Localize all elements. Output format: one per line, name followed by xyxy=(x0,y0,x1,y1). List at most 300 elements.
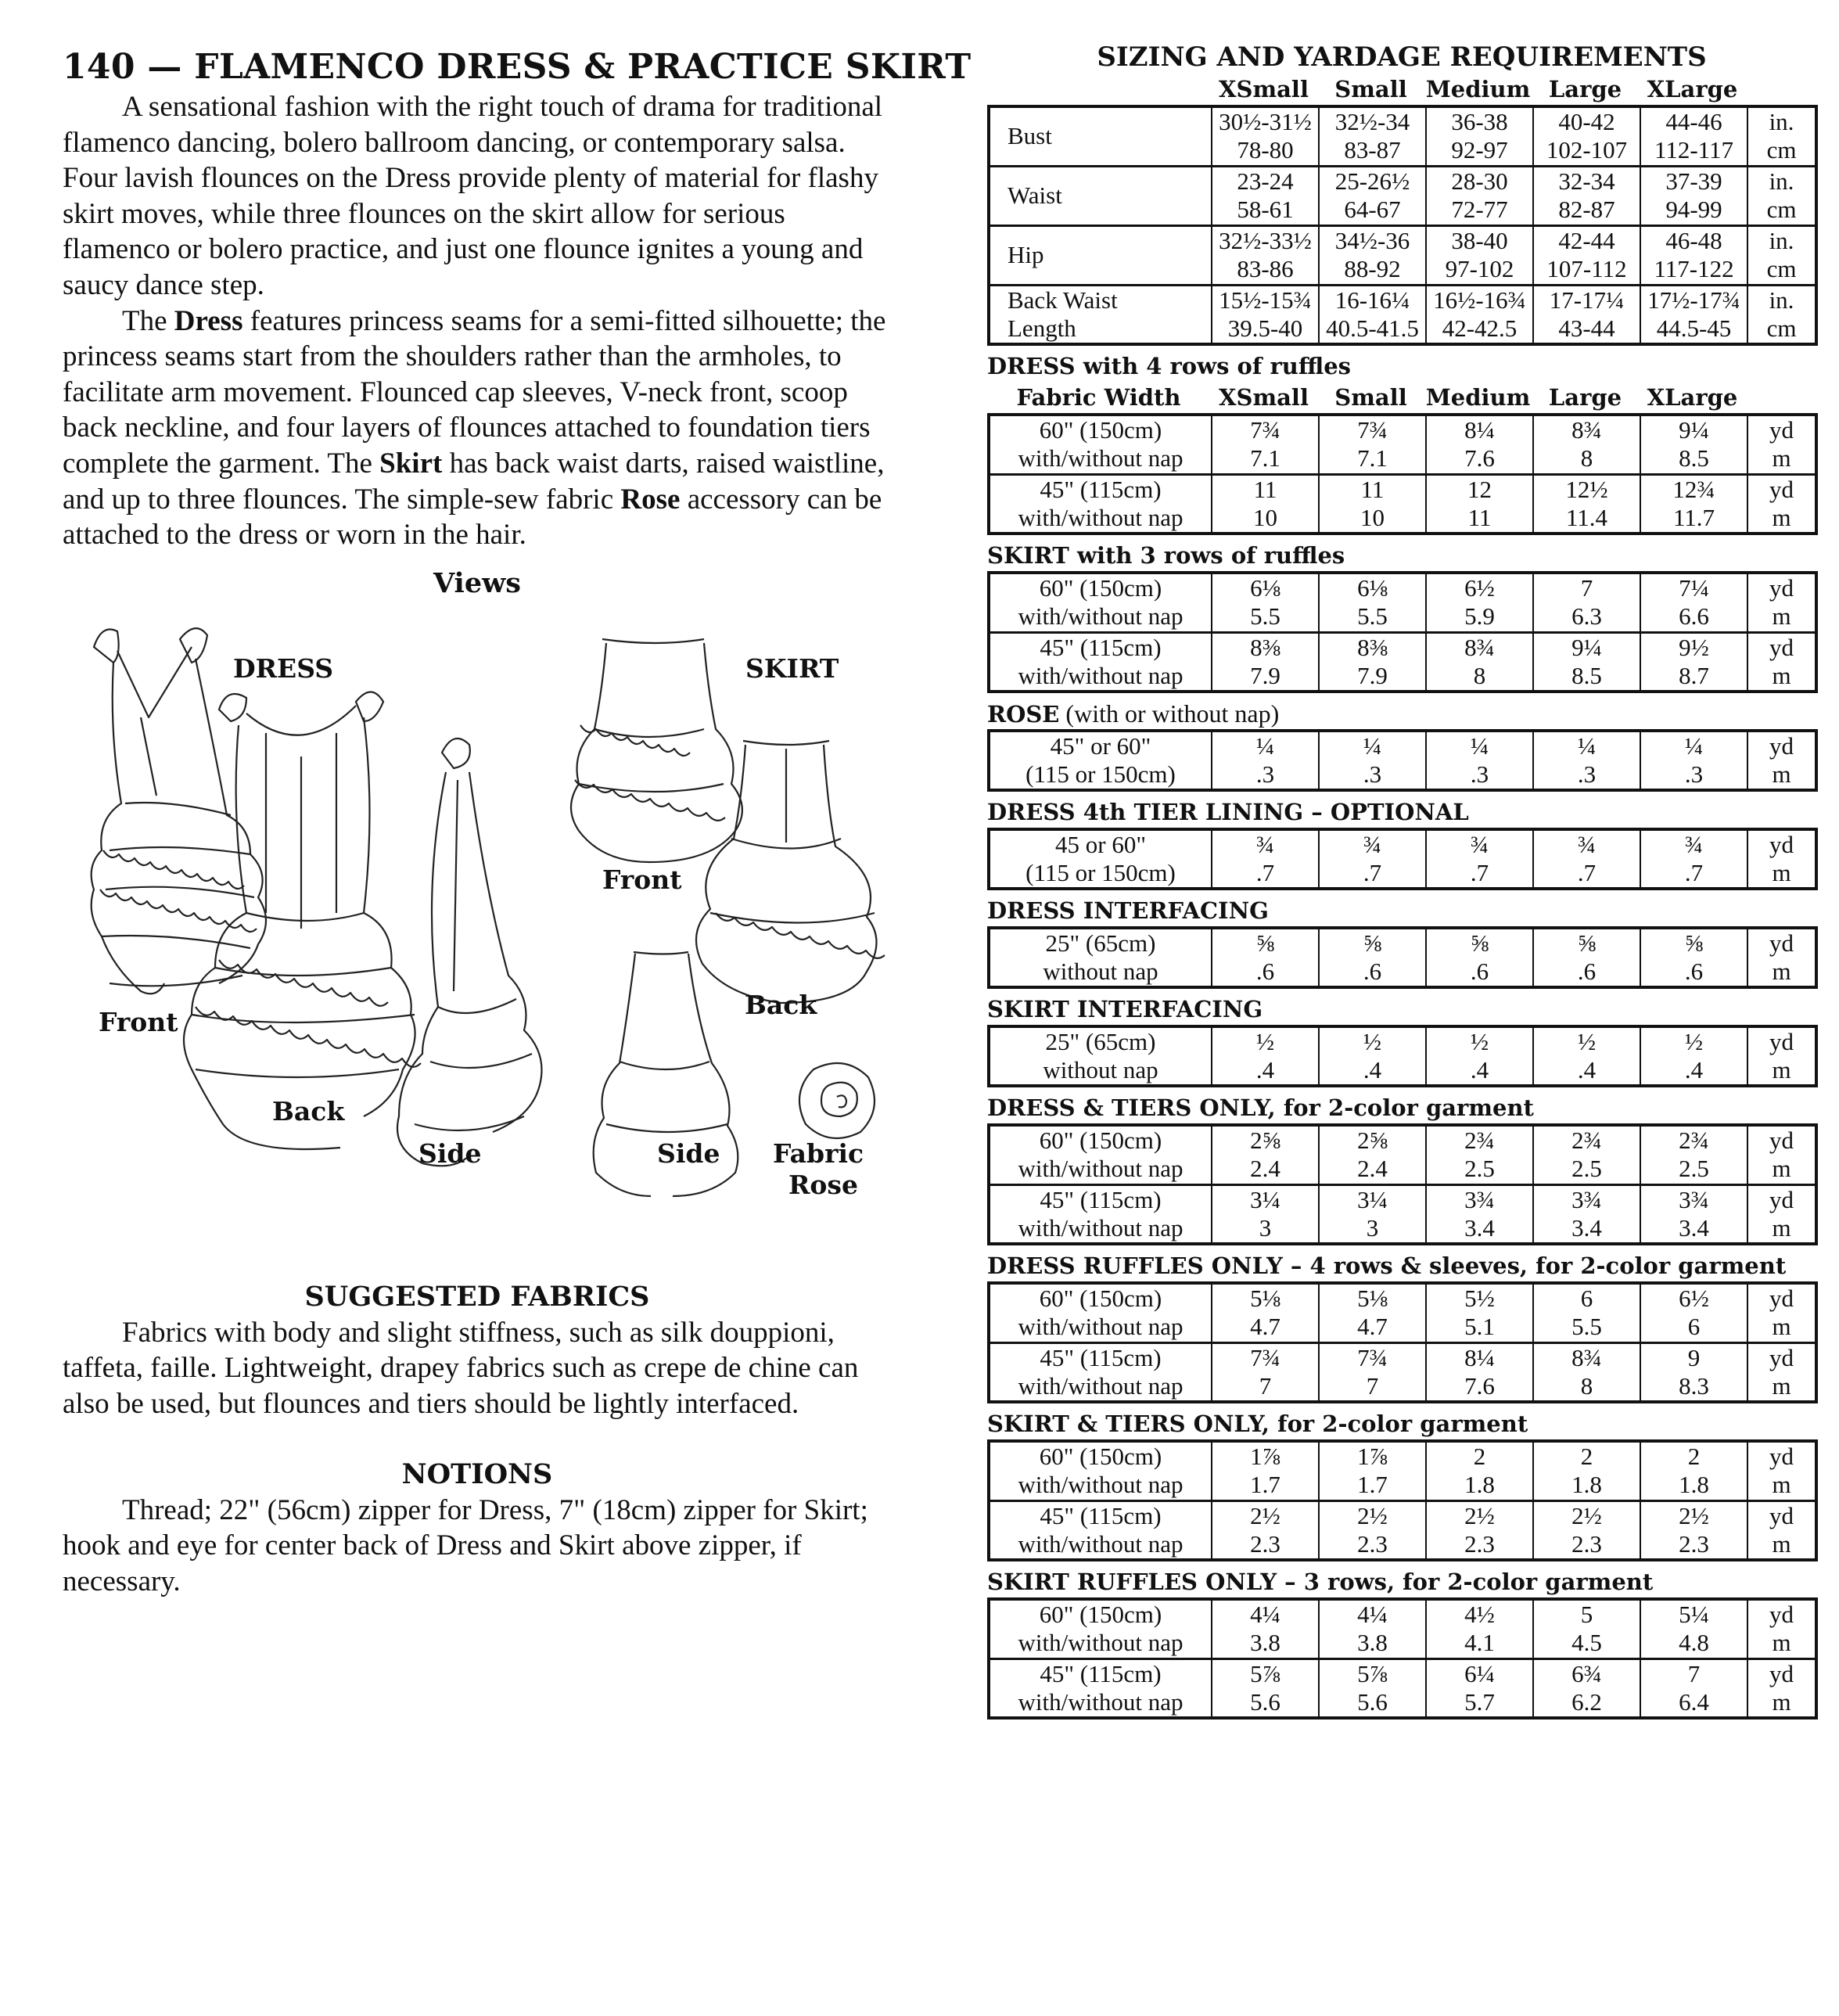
unit-label: yd xyxy=(1747,1026,1816,1056)
dress-front-label: Front xyxy=(99,1006,178,1037)
yardage-value: ⅝ xyxy=(1426,928,1533,958)
meter-value: 2.3 xyxy=(1426,1530,1533,1560)
meter-value: 2.3 xyxy=(1319,1530,1426,1560)
yardage-value: ½ xyxy=(1212,1026,1319,1056)
yardage-value: 5⅛ xyxy=(1212,1283,1319,1313)
nap-label: with/without nap xyxy=(989,1471,1212,1500)
yardage-row xyxy=(989,1599,1816,1629)
meter-value: 5.5 xyxy=(1533,1313,1640,1342)
meter-value: .4 xyxy=(1319,1056,1426,1086)
meter-value: 5.5 xyxy=(1319,602,1426,632)
yardage-value: 7 xyxy=(1640,1658,1747,1688)
yardage-row-metric xyxy=(989,1214,1816,1244)
meter-value: 5.9 xyxy=(1426,602,1533,632)
yardage-value: 8¼ xyxy=(1426,415,1533,444)
suggested-fabrics-heading: SUGGESTED FABRICS xyxy=(304,1280,650,1313)
meter-value: 4.1 xyxy=(1426,1629,1533,1658)
section-title-text: SKIRT INTERFACING xyxy=(987,996,1263,1022)
meter-value: 7.9 xyxy=(1319,662,1426,692)
size-value-cm: 58-61 xyxy=(1212,196,1319,225)
nap-label: with/without nap xyxy=(989,1313,1212,1342)
size-header: XSmall xyxy=(1219,384,1309,411)
yardage-value: 12½ xyxy=(1533,474,1640,504)
yardage-value: 7 xyxy=(1533,573,1640,602)
fabric-width-header-row xyxy=(987,382,1816,413)
yardage-value: ¼ xyxy=(1533,731,1640,760)
unit-label: in. xyxy=(1747,285,1816,314)
nap-label: with/without nap xyxy=(989,1629,1212,1658)
yardage-value: 4¼ xyxy=(1319,1599,1426,1629)
yardage-value: ½ xyxy=(1319,1026,1426,1056)
section-title-text: DRESS with 4 rows of ruffles xyxy=(987,353,1351,379)
meter-value: 4.5 xyxy=(1533,1629,1640,1658)
yardage-value: 2½ xyxy=(1640,1500,1747,1530)
yardage-value: 7¾ xyxy=(1319,1342,1426,1372)
meter-value: 11.4 xyxy=(1533,504,1640,534)
fabric-width-label: 60" (150cm) xyxy=(989,415,1212,444)
unit-label: m xyxy=(1747,1530,1816,1560)
nap-label: with/without nap xyxy=(989,662,1212,692)
fabric-width-label: 45" or 60" xyxy=(989,731,1212,760)
skirt-back-drawing xyxy=(696,741,885,1003)
unit-label: cm xyxy=(1747,136,1816,166)
yardage-value: 3¼ xyxy=(1319,1184,1426,1214)
meter-value: .7 xyxy=(1319,859,1426,889)
meter-value: 1.8 xyxy=(1533,1471,1640,1500)
meter-value: 1.7 xyxy=(1212,1471,1319,1500)
yardage-value: 12¾ xyxy=(1640,474,1747,504)
yardage-sections xyxy=(987,350,1816,1720)
fabric-width-label: 60" (150cm) xyxy=(989,1283,1212,1313)
yardage-value: 8¾ xyxy=(1533,1342,1640,1372)
section-subtitle: (with or without nap) xyxy=(1059,699,1280,728)
unit-label: yd xyxy=(1747,1283,1816,1313)
section-title xyxy=(987,796,1816,828)
meter-value: 8.7 xyxy=(1640,662,1747,692)
meter-value: 3 xyxy=(1212,1214,1319,1244)
yardage-row-metric xyxy=(989,859,1816,889)
meter-value: .6 xyxy=(1426,958,1533,987)
unit-label: yd xyxy=(1747,474,1816,504)
unit-label: yd xyxy=(1747,1658,1816,1688)
size-value-in: 17½-17¾ xyxy=(1640,285,1747,314)
yardage-value: 5¼ xyxy=(1640,1599,1747,1629)
meter-value: 6.4 xyxy=(1640,1688,1747,1718)
meter-value: 3.4 xyxy=(1533,1214,1640,1244)
measurement-label: Length xyxy=(989,314,1212,344)
nap-label: with/without nap xyxy=(989,1155,1212,1184)
section-title xyxy=(987,350,1816,382)
unit-label: m xyxy=(1747,1688,1816,1718)
meter-value: 8.5 xyxy=(1640,444,1747,474)
meter-value: 7.6 xyxy=(1426,444,1533,474)
yardage-value: 5½ xyxy=(1426,1283,1533,1313)
yardage-row-metric xyxy=(989,1471,1816,1500)
yardage-row xyxy=(989,474,1816,504)
sizing-row xyxy=(989,166,1816,196)
size-value-in: 23-24 xyxy=(1212,166,1319,196)
unit-label: m xyxy=(1747,859,1816,889)
size-value-cm: 40.5-41.5 xyxy=(1319,314,1426,344)
views-illustration xyxy=(63,616,892,1242)
section-title xyxy=(987,994,1816,1025)
size-value-in: 37-39 xyxy=(1640,166,1747,196)
yardage-value: 6½ xyxy=(1640,1283,1747,1313)
yardage-table xyxy=(987,571,1818,693)
sizing-row-metric xyxy=(989,314,1816,344)
meter-value: 1.8 xyxy=(1426,1471,1533,1500)
nap-label: without nap xyxy=(989,1056,1212,1086)
meter-value: 6.2 xyxy=(1533,1688,1640,1718)
unit-label: m xyxy=(1747,602,1816,632)
size-value-in: 36-38 xyxy=(1426,106,1533,136)
measurement-label: Waist xyxy=(989,166,1212,225)
unit-label: cm xyxy=(1747,255,1816,285)
size-value-cm: 92-97 xyxy=(1426,136,1533,166)
unit-label: cm xyxy=(1747,196,1816,225)
meter-value: 3.8 xyxy=(1212,1629,1319,1658)
yardage-value: 2¾ xyxy=(1533,1125,1640,1155)
nap-label: with/without nap xyxy=(989,1372,1212,1402)
nap-label: with/without nap xyxy=(989,1530,1212,1560)
yardage-value: 2½ xyxy=(1319,1500,1426,1530)
yardage-value: 5 xyxy=(1533,1599,1640,1629)
yardage-value: 3¾ xyxy=(1640,1184,1747,1214)
unit-label: m xyxy=(1747,1629,1816,1658)
unit-label: yd xyxy=(1747,1184,1816,1214)
yardage-value: ⅝ xyxy=(1533,928,1640,958)
meter-value: .6 xyxy=(1533,958,1640,987)
size-value-in: 32½-34 xyxy=(1319,106,1426,136)
yardage-row-metric xyxy=(989,1629,1816,1658)
meter-value: .3 xyxy=(1640,760,1747,790)
meter-value: 2.4 xyxy=(1212,1155,1319,1184)
yardage-value: 6¾ xyxy=(1533,1658,1640,1688)
yardage-value: 7¾ xyxy=(1212,1342,1319,1372)
size-header: XSmall xyxy=(1219,76,1309,102)
yardage-value: 11 xyxy=(1319,474,1426,504)
yardage-table xyxy=(987,1123,1818,1245)
yardage-row xyxy=(989,829,1816,859)
unit-label: yd xyxy=(1747,829,1816,859)
size-value-cm: 94-99 xyxy=(1640,196,1747,225)
meter-value: .7 xyxy=(1640,859,1747,889)
yardage-row-metric xyxy=(989,958,1816,987)
yardage-value: 5⅞ xyxy=(1212,1658,1319,1688)
size-header: Small xyxy=(1334,76,1407,102)
meter-value: .4 xyxy=(1533,1056,1640,1086)
yardage-row-metric xyxy=(989,602,1816,632)
yardage-table xyxy=(987,926,1818,989)
dress-side-label: Side xyxy=(418,1137,482,1169)
dress-side-drawing xyxy=(397,738,542,1166)
sizing-title: SIZING AND YARDAGE REQUIREMENTS xyxy=(1097,41,1707,73)
yardage-value: 2 xyxy=(1426,1441,1533,1471)
section-title-text: DRESS & TIERS ONLY, for 2-color garment xyxy=(987,1094,1534,1121)
yardage-value: 2 xyxy=(1640,1441,1747,1471)
fabric-width-label: 60" (150cm) xyxy=(989,573,1212,602)
yardage-row-metric xyxy=(989,444,1816,474)
meter-value: 3.4 xyxy=(1640,1214,1747,1244)
yardage-value: 6¼ xyxy=(1426,1658,1533,1688)
text-run: accessory can be attached to the dress or worn in the hair. xyxy=(63,483,882,552)
meter-value: 11 xyxy=(1426,504,1533,534)
text-run: has back waist darts, raised waistline, and up to three flounces. The simple-sew fabric xyxy=(63,447,885,516)
meter-value: 7 xyxy=(1319,1372,1426,1402)
section-title-text: ROSE xyxy=(987,701,1060,728)
meter-value: 6.3 xyxy=(1533,602,1640,632)
yardage-table xyxy=(987,729,1818,792)
unit-label: yd xyxy=(1747,1441,1816,1471)
yardage-value: 2¾ xyxy=(1426,1125,1533,1155)
meter-value: 2.5 xyxy=(1533,1155,1640,1184)
left-column xyxy=(63,45,972,1599)
skirt-front-label: Front xyxy=(602,864,682,895)
size-value-cm: 44.5-45 xyxy=(1640,314,1747,344)
size-header: XLarge xyxy=(1647,76,1738,102)
size-header: XLarge xyxy=(1647,384,1738,411)
skirt-back-label: Back xyxy=(745,989,817,1020)
size-value-cm: 72-77 xyxy=(1426,196,1533,225)
yardage-row xyxy=(989,1658,1816,1688)
yardage-value: 9½ xyxy=(1640,632,1747,662)
size-value-cm: 42-42.5 xyxy=(1426,314,1533,344)
yardage-value: 9¼ xyxy=(1640,415,1747,444)
unit-label: m xyxy=(1747,444,1816,474)
meter-value: .3 xyxy=(1533,760,1640,790)
unit-label: m xyxy=(1747,760,1816,790)
yardage-row xyxy=(989,928,1816,958)
yardage-table xyxy=(987,1439,1818,1561)
yardage-value: 4¼ xyxy=(1212,1599,1319,1629)
meter-value: 4.7 xyxy=(1212,1313,1319,1342)
meter-value: .6 xyxy=(1212,958,1319,987)
meter-value: .7 xyxy=(1533,859,1640,889)
yardage-row-metric xyxy=(989,1688,1816,1718)
yardage-value: 8¾ xyxy=(1533,415,1640,444)
size-value-in: 46-48 xyxy=(1640,225,1747,255)
yardage-value: ¾ xyxy=(1640,829,1747,859)
fabric-width-label: 60" (150cm) xyxy=(989,1441,1212,1471)
unit-label: yd xyxy=(1747,415,1816,444)
meter-value: 8.3 xyxy=(1640,1372,1747,1402)
yardage-value: 8¾ xyxy=(1426,632,1533,662)
intro-text xyxy=(63,89,892,553)
meter-value: 6.6 xyxy=(1640,602,1747,632)
meter-value: 10 xyxy=(1212,504,1319,534)
notions-paragraph: Thread; 22" (56cm) zipper for Dress, 7" (18cm) zipper for Skirt; hook and eye for center back of Dress and Skirt above zipper, if necessary. xyxy=(63,1493,868,1597)
yardage-row-metric xyxy=(989,1530,1816,1560)
nap-label: without nap xyxy=(989,958,1212,987)
unit-label: yd xyxy=(1747,632,1816,662)
meter-value: .4 xyxy=(1426,1056,1533,1086)
yardage-value: 11 xyxy=(1212,474,1319,504)
meter-value: 8 xyxy=(1533,444,1640,474)
meter-value: 7.9 xyxy=(1212,662,1319,692)
yardage-value: 3¾ xyxy=(1533,1184,1640,1214)
yardage-value: 12 xyxy=(1426,474,1533,504)
yardage-row-metric xyxy=(989,1372,1816,1402)
notions-text xyxy=(63,1493,892,1600)
nap-label: with/without nap xyxy=(989,444,1212,474)
meter-value: .6 xyxy=(1640,958,1747,987)
meter-value: 4.7 xyxy=(1319,1313,1426,1342)
unit-label: m xyxy=(1747,1155,1816,1184)
meter-value: 2.3 xyxy=(1212,1530,1319,1560)
yardage-value: ½ xyxy=(1533,1026,1640,1056)
fabric-rose-label-line2: Rose xyxy=(788,1169,859,1200)
yardage-value: 2¾ xyxy=(1640,1125,1747,1155)
yardage-value: 5⅞ xyxy=(1319,1658,1426,1688)
size-header: Medium xyxy=(1425,76,1531,102)
dress-back-drawing xyxy=(184,692,421,1149)
right-column xyxy=(987,41,1816,1720)
size-header: Large xyxy=(1548,76,1622,102)
meter-value: .7 xyxy=(1212,859,1319,889)
yardage-value: 6½ xyxy=(1426,573,1533,602)
meter-value: .3 xyxy=(1426,760,1533,790)
fabrics-text xyxy=(63,1315,892,1422)
yardage-value: ¼ xyxy=(1640,731,1747,760)
size-value-cm: 83-86 xyxy=(1212,255,1319,285)
meter-value: 2.5 xyxy=(1640,1155,1747,1184)
unit-label: m xyxy=(1747,1313,1816,1342)
unit-label: in. xyxy=(1747,106,1816,136)
fabric-width-label: 45" (115cm) xyxy=(989,1500,1212,1530)
text-run: The xyxy=(122,304,174,337)
nap-label: (115 or 150cm) xyxy=(989,760,1212,790)
unit-label: yd xyxy=(1747,1500,1816,1530)
meter-value: 1.8 xyxy=(1640,1471,1747,1500)
meter-value: 7 xyxy=(1212,1372,1319,1402)
unit-label: cm xyxy=(1747,314,1816,344)
size-value-cm: 64-67 xyxy=(1319,196,1426,225)
sizing-table xyxy=(987,105,1818,346)
yardage-value: ½ xyxy=(1426,1026,1533,1056)
yardage-row xyxy=(989,1441,1816,1471)
unit-label: yd xyxy=(1747,731,1816,760)
yardage-value: 2⅝ xyxy=(1319,1125,1426,1155)
yardage-value: 9¼ xyxy=(1533,632,1640,662)
size-value-cm: 39.5-40 xyxy=(1212,314,1319,344)
yardage-row-metric xyxy=(989,760,1816,790)
section-title-text: SKIRT RUFFLES ONLY – 3 rows, for 2-color garment xyxy=(987,1569,1654,1595)
nap-label: with/without nap xyxy=(989,504,1212,534)
section-title xyxy=(987,540,1816,571)
meter-value: 6 xyxy=(1640,1313,1747,1342)
yardage-row xyxy=(989,632,1816,662)
fabric-width-label: 45" (115cm) xyxy=(989,1658,1212,1688)
meter-value: 8.5 xyxy=(1533,662,1640,692)
yardage-value: 3¾ xyxy=(1426,1184,1533,1214)
unit-label: m xyxy=(1747,662,1816,692)
skirt-front-drawing xyxy=(571,639,742,862)
meter-value: 5.7 xyxy=(1426,1688,1533,1718)
yardage-row-metric xyxy=(989,662,1816,692)
dress-back-label: Back xyxy=(272,1095,345,1127)
unit-label: m xyxy=(1747,1214,1816,1244)
size-value-in: 25-26½ xyxy=(1319,166,1426,196)
yardage-row xyxy=(989,415,1816,444)
size-value-in: 42-44 xyxy=(1533,225,1640,255)
yardage-row-metric xyxy=(989,1056,1816,1086)
nap-label: (115 or 150cm) xyxy=(989,859,1212,889)
yardage-value: 5⅛ xyxy=(1319,1283,1426,1313)
yardage-row-metric xyxy=(989,1155,1816,1184)
meter-value: .6 xyxy=(1319,958,1426,987)
size-value-in: 15½-15¾ xyxy=(1212,285,1319,314)
section-title xyxy=(987,698,1816,729)
yardage-row xyxy=(989,731,1816,760)
yardage-value: ¼ xyxy=(1212,731,1319,760)
meter-value: 11.7 xyxy=(1640,504,1747,534)
yardage-row-metric xyxy=(989,504,1816,534)
size-value-in: 38-40 xyxy=(1426,225,1533,255)
meter-value: 2.3 xyxy=(1533,1530,1640,1560)
fabric-rose-label-line1: Fabric xyxy=(773,1137,864,1169)
unit-label: yd xyxy=(1747,1599,1816,1629)
size-value-cm: 43-44 xyxy=(1533,314,1640,344)
section-title xyxy=(987,895,1816,926)
skirt-keyword: Skirt xyxy=(379,447,443,480)
yardage-row xyxy=(989,573,1816,602)
fabric-width-label: 25" (65cm) xyxy=(989,1026,1212,1056)
measurement-label: Bust xyxy=(989,106,1212,166)
fabric-width-label: 60" (150cm) xyxy=(989,1125,1212,1155)
section-title-text: SKIRT & TIERS ONLY, for 2-color garment xyxy=(987,1410,1528,1437)
yardage-value: 6 xyxy=(1533,1283,1640,1313)
yardage-table xyxy=(987,828,1818,890)
size-value-in: 40-42 xyxy=(1533,106,1640,136)
section-title-text: DRESS INTERFACING xyxy=(987,897,1269,924)
yardage-row xyxy=(989,1026,1816,1056)
meter-value: .3 xyxy=(1319,760,1426,790)
size-value-cm: 107-112 xyxy=(1533,255,1640,285)
yardage-value: 2½ xyxy=(1212,1500,1319,1530)
yardage-value: ⅝ xyxy=(1640,928,1747,958)
size-value-cm: 117-122 xyxy=(1640,255,1747,285)
nap-label: with/without nap xyxy=(989,1214,1212,1244)
size-value-cm: 97-102 xyxy=(1426,255,1533,285)
yardage-value: 7¼ xyxy=(1640,573,1747,602)
meter-value: 3 xyxy=(1319,1214,1426,1244)
section-title-text: DRESS 4th TIER LINING – OPTIONAL xyxy=(987,799,1469,825)
size-value-in: 32-34 xyxy=(1533,166,1640,196)
unit-label: yd xyxy=(1747,1125,1816,1155)
yardage-value: 7¾ xyxy=(1319,415,1426,444)
yardage-value: 8⅜ xyxy=(1319,632,1426,662)
yardage-table xyxy=(987,1025,1818,1087)
meter-value: .7 xyxy=(1426,859,1533,889)
sizing-row xyxy=(989,225,1816,255)
measurement-label: Hip xyxy=(989,225,1212,285)
intro-paragraph: A sensational fashion with the right touch of drama for traditional flamenco dancing, bolero ballroom dancing, or contemporary salsa. Four lavish flounces on the Dress provide plenty of material for flashy skirt moves, while three flounces on the skirt allow for serious flamenco or bolero practice, and just one flounce ignites a young and saucy dance step. xyxy=(63,91,883,301)
yardage-value: 2 xyxy=(1533,1441,1640,1471)
size-header: Small xyxy=(1334,384,1407,411)
yardage-value: ¾ xyxy=(1426,829,1533,859)
unit-label: m xyxy=(1747,1372,1816,1402)
yardage-value: 3¼ xyxy=(1212,1184,1319,1214)
meter-value: 7.1 xyxy=(1212,444,1319,474)
yardage-row xyxy=(989,1500,1816,1530)
size-value-in: 28-30 xyxy=(1426,166,1533,196)
yardage-table xyxy=(987,1597,1818,1720)
yardage-row xyxy=(989,1342,1816,1372)
size-value-in: 17-17¼ xyxy=(1533,285,1640,314)
size-value-in: 32½-33½ xyxy=(1212,225,1319,255)
fabric-rose-drawing xyxy=(799,1063,875,1138)
skirt-label: SKIRT xyxy=(745,652,839,684)
